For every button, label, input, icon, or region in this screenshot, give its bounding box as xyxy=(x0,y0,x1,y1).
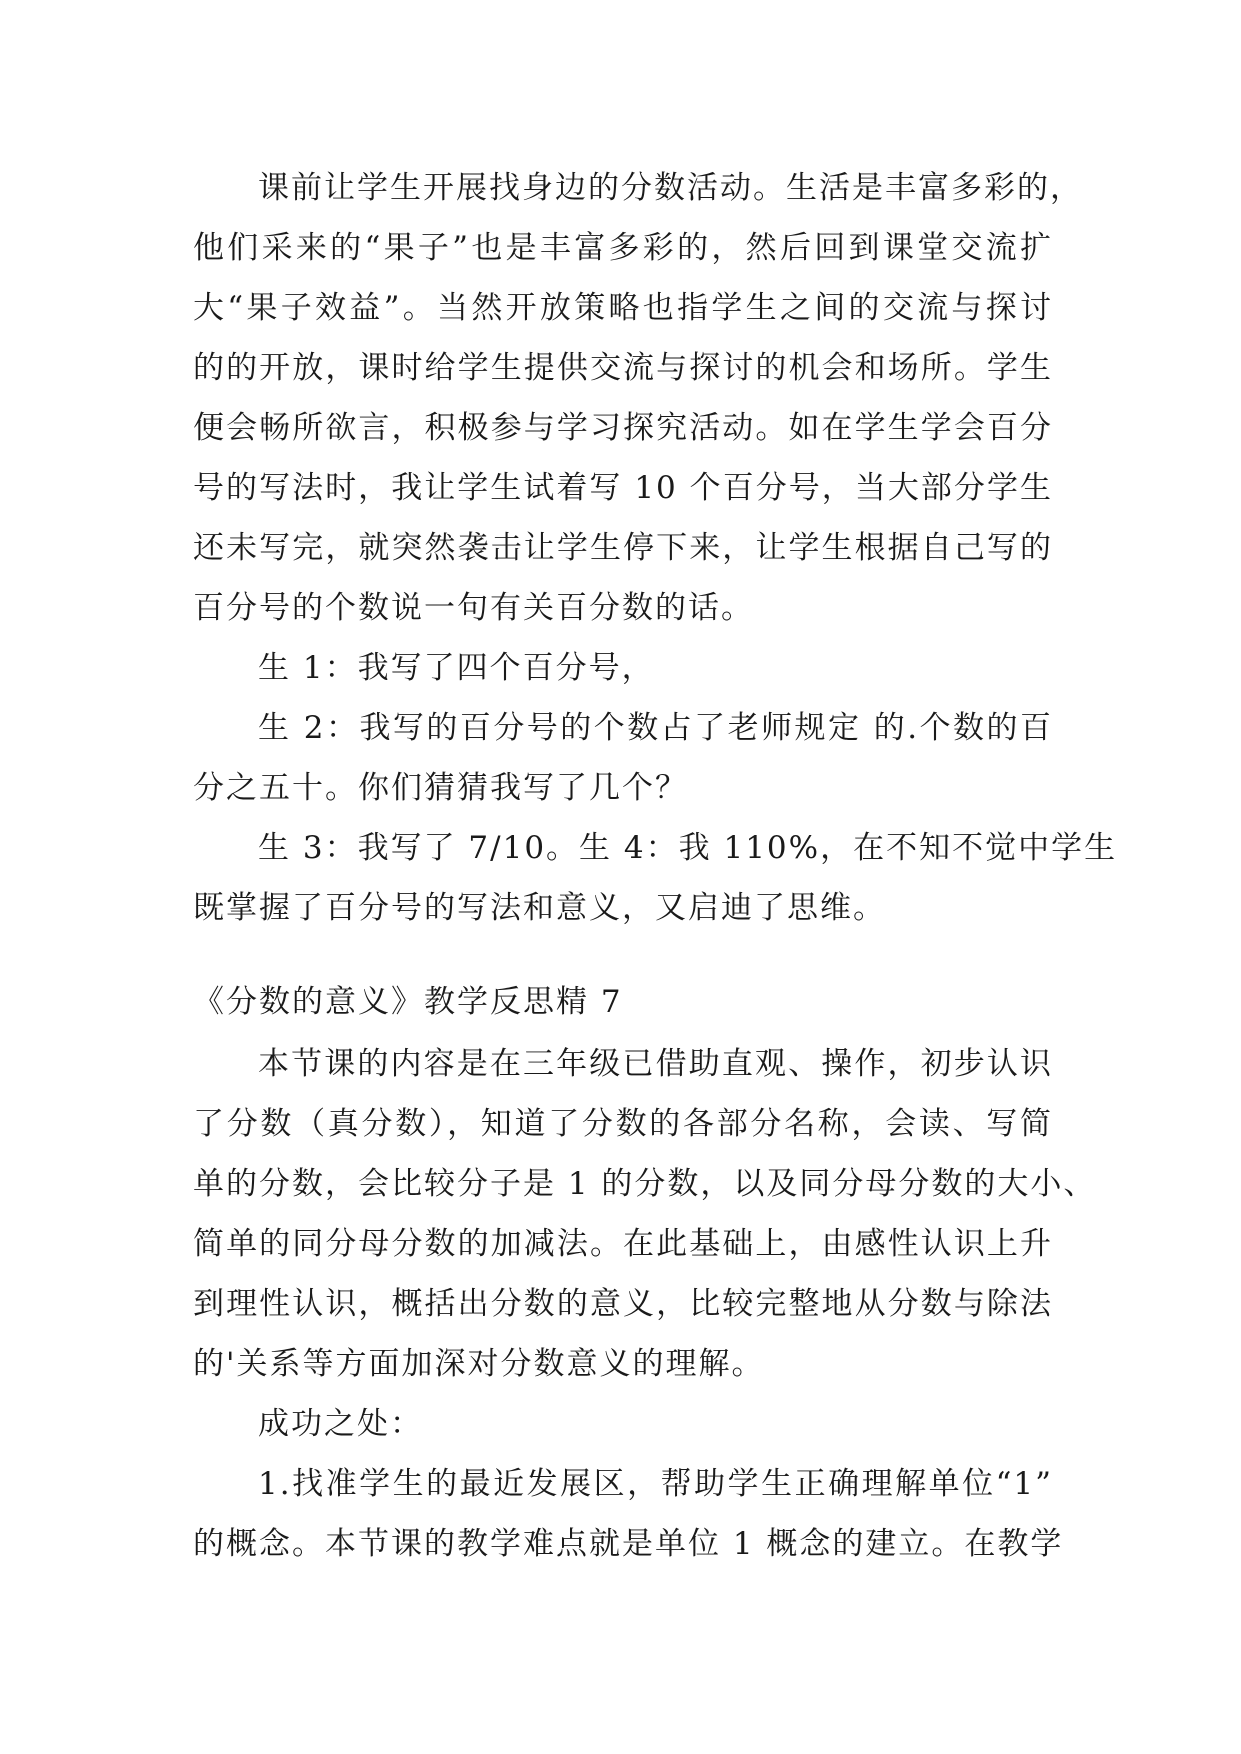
paragraph-2-line: 本节课的内容是在三年级已借助直观、操作，初步认识 xyxy=(258,1046,1053,1082)
point-1-line: 的概念。本节课的教学难点就是单位 1 概念的建立。在教学 xyxy=(193,1526,1064,1562)
student-3-line: 生 3：我写了 7/10。生 4：我 110%，在不知不觉中学生 xyxy=(258,830,1118,866)
paragraph-1-line: 课前让学生开展找身边的分数活动。生活是丰富多彩的， xyxy=(258,170,1083,206)
paragraph-1-line: 百分号的个数说一句有关百分数的话。 xyxy=(193,590,754,626)
success-heading: 成功之处： xyxy=(258,1406,423,1442)
student-2-line: 生 2：我写的百分号的个数占了老师规定 的.个数的百 xyxy=(258,710,1053,746)
paragraph-1-line: 号的写法时，我让学生试着写 10 个百分号，当大部分学生 xyxy=(193,470,1053,506)
paragraph-2-line: 到理性认识，概括出分数的意义，比较完整地从分数与除法 xyxy=(193,1286,1053,1322)
paragraph-2-line: 了分数（真分数），知道了分数的各部分名称，会读、写简 xyxy=(193,1106,1053,1142)
student-3-line: 既掌握了百分号的写法和意义，又启迪了思维。 xyxy=(193,890,886,926)
paragraph-1-line: 的的开放，课时给学生提供交流与探讨的机会和场所。学生 xyxy=(193,350,1053,386)
point-1-line: 1.找准学生的最近发展区，帮助学生正确理解单位“1” xyxy=(258,1466,1053,1502)
paragraph-1-line: 他们采来的“果子”也是丰富多彩的，然后回到课堂交流扩 xyxy=(193,230,1053,266)
paragraph-2-line: 的'关系等方面加深对分数意义的理解。 xyxy=(193,1346,765,1382)
section-title: 《分数的意义》教学反思精 7 xyxy=(193,984,623,1020)
student-1-line: 生 1：我写了四个百分号， xyxy=(258,650,655,686)
student-2-line: 分之五十。你们猜猜我写了几个？ xyxy=(193,770,688,806)
paragraph-1-line: 大“果子效益”。当然开放策略也指学生之间的交流与探讨 xyxy=(193,290,1053,326)
paragraph-1-line: 便会畅所欲言，积极参与学习探究活动。如在学生学会百分 xyxy=(193,410,1053,446)
paragraph-2-line: 简单的同分母分数的加减法。在此基础上，由感性认识上升 xyxy=(193,1226,1053,1262)
paragraph-1-line: 还未写完，就突然袭击让学生停下来，让学生根据自己写的 xyxy=(193,530,1053,566)
paragraph-2-line: 单的分数，会比较分子是 1 的分数，以及同分母分数的大小、 xyxy=(193,1166,1097,1202)
